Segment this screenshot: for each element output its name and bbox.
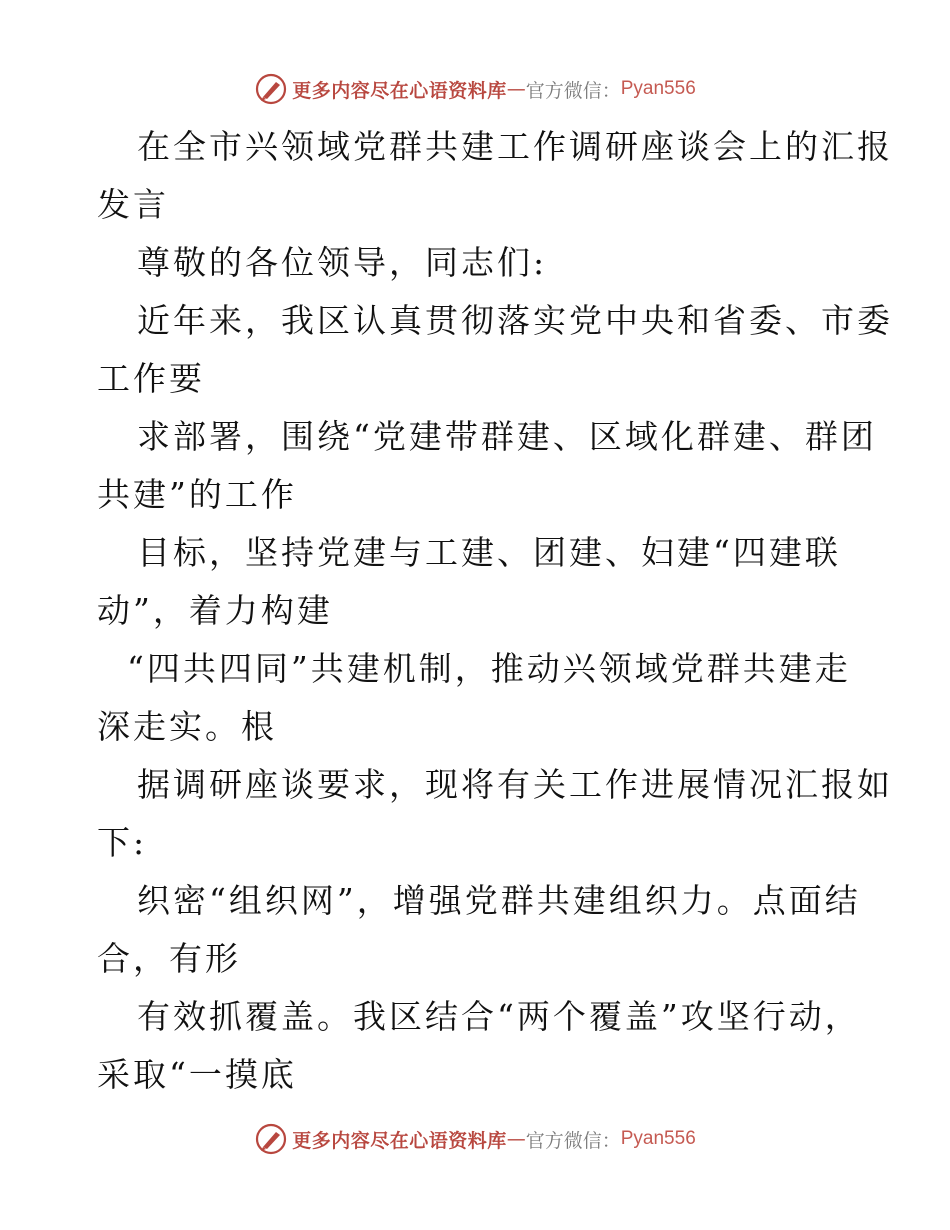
watermark-sub-text: 官方微信： (525, 79, 621, 102)
document-body (97, 118, 893, 1104)
watermark-main-text: 更多内容尽在心语资料库 (292, 1129, 507, 1152)
text-line: 下: (97, 823, 148, 862)
title-line-2: 发言 (97, 185, 169, 224)
text-line: 共建”的工作 (97, 475, 297, 514)
text-line: 采取“一摸底 (97, 1055, 297, 1094)
salutation: 尊敬的各位领导，同志们: (137, 243, 548, 282)
text-line: 织密“组织网”，增强党群共建组织力。点面结 (137, 881, 861, 920)
text-line: 有效抓覆盖。我区结合“两个覆盖”攻坚行动， (137, 997, 861, 1036)
text-line: 据调研座谈要求，现将有关工作进展情况汇报如 (137, 765, 893, 804)
text-line: 求部署，围绕“党建带群建、区域化群建、群团 (137, 417, 877, 456)
watermark-id: Pyan556 (620, 1128, 696, 1149)
pen-logo-icon (254, 72, 288, 106)
watermark-dash: — (506, 1128, 526, 1150)
footer-watermark (0, 1122, 950, 1156)
pen-logo-icon (254, 1122, 288, 1156)
text-line: 目标，坚持党建与工建、团建、妇建“四建联 (137, 533, 841, 572)
text-line: 工作要 (97, 359, 205, 398)
watermark-main-text: 更多内容尽在心语资料库 (292, 79, 507, 102)
header-watermark (0, 72, 950, 106)
text-line: 合，有形 (97, 939, 241, 978)
text-line: 深走实。根 (97, 707, 277, 746)
title-line-1: 在全市兴领域党群共建工作调研座谈会上的汇报 (137, 127, 893, 166)
text-line: 动”，着力构建 (97, 591, 333, 630)
text-line: “四共四同”共建机制，推动兴领域党群共建走 (127, 649, 851, 688)
watermark-dash: — (506, 78, 526, 100)
watermark-id: Pyan556 (620, 78, 696, 99)
text-line: 近年来，我区认真贯彻落实党中央和省委、市委 (137, 301, 893, 340)
watermark-sub-text: 官方微信： (525, 1129, 621, 1152)
